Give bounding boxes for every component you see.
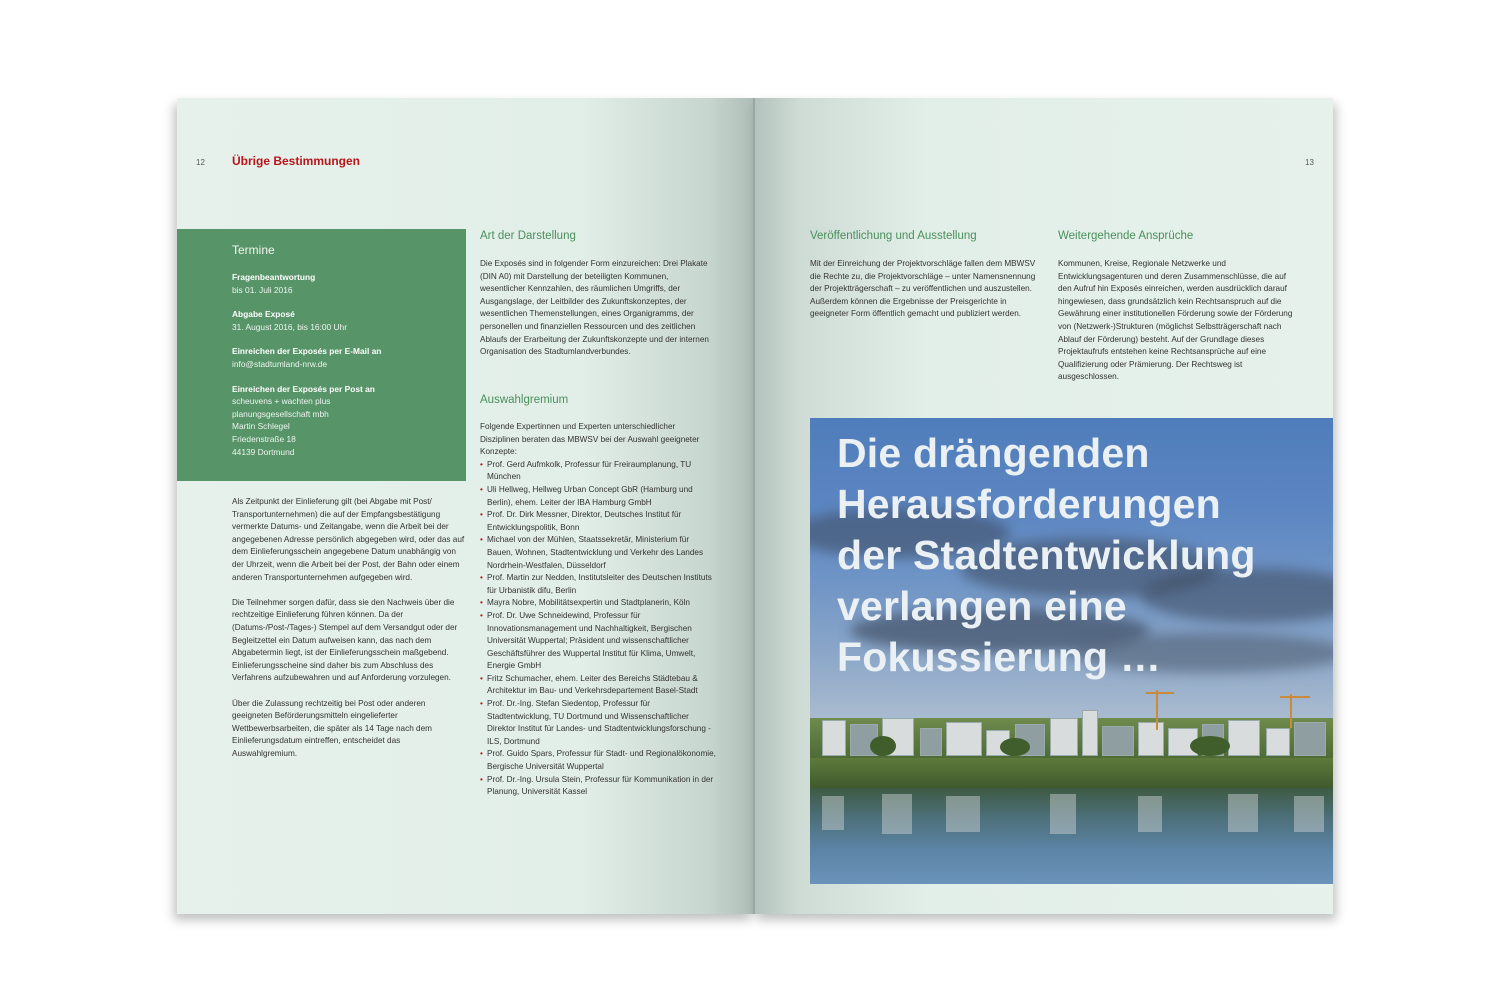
termine-item-label: Abgabe Exposé [232, 309, 295, 320]
gremium-intro: Folgende Expertinnen und Experten unterschiedlicher Disziplinen beraten das MBWSV bei der Auswahl geeigneter Konzepte: [480, 422, 700, 457]
termine-item [232, 383, 452, 459]
gremium-block [480, 421, 716, 799]
gremium-member: • Mayra Nobre, Mobilitätsexpertin und Stadtplanerin, Köln [480, 597, 716, 610]
art-heading: Art der Darstellung [480, 230, 576, 242]
gremium-member: • Prof. Gerd Aufmkolk, Professur für Freiraumplanung, TU München [480, 459, 716, 484]
termine-item [232, 308, 452, 333]
gremium-list [480, 459, 716, 799]
termine-box [177, 229, 466, 481]
termine-item [232, 345, 452, 370]
gremium-heading: Auswahlgremium [480, 394, 569, 406]
body-paragraph: Die Teilnehmer sorgen dafür, dass sie den Nachweis über die rechtzeitige Einlieferung führen können. Da der (Datums-/Post-/Tages-) Stempel auf dem Versandgut oder der Begleitzettel ein Datum aufweisen kann, das nach dem Abgabetermin liegt, ist der Einlieferungsschein maßgebend. Einlieferungsscheine sind daher bis zum Abschluss des Verfahrens aufzubewahren und auf Anforderung vorzulegen. [232, 597, 458, 683]
body-paragraph: Über die Zulassung rechtzeitig bei Post oder anderen geeigneten Beförderungsmitteln eingelieferter Wettbewerbsarbeiten, die später als 14 Tage nach dem Einlieferungsdatum eintreffen, entscheidet das Auswahlgremium. [232, 698, 432, 758]
termine-item-line: info@stadtumland-nrw.de [232, 358, 328, 369]
ansprueche-text: Kommunen, Kreise, Regionale Netzwerke und Entwicklungsagenturen und deren Zusammenschlüsse, die auf den Aufruf hin Exposés einreichen, werden ausdrücklich darauf hingewiesen, dass grundsätzlich kein Rechtsanspruch auf die Gewährung einer institutionellen Förderung sowie der Förderung von (Netzwerk-)Strukturen (möglichst Selbstträgerschaft nach Ablauf der Förderung) besteht. Auf der Grundlage dieses Projektaufrufs entstehen keine Rechtsansprüche auf eine Qualifizierung oder Prämierung. Der Rechtsweg ist ausgeschlossen. [1058, 259, 1293, 382]
termine-item [232, 271, 452, 296]
gremium-member: • Prof. Dr. Dirk Messner, Direktor, Deutsches Institut für Entwicklungspolitik, Bonn [480, 509, 716, 534]
termine-list [232, 271, 452, 458]
left-body-text [232, 496, 467, 773]
termine-item-line: 31. August 2016, bis 16:00 Uhr [232, 321, 348, 332]
termine-item-line: Martin Schlegel [232, 421, 290, 432]
gremium-member: • Prof. Martin zur Nedden, Institutsleiter des Deutschen Instituts für Urbanistik difu, Berlin [480, 572, 716, 597]
photo-headline [837, 428, 1317, 683]
termine-item-line: 44139 Dortmund [232, 446, 295, 457]
headline-line: Die drängenden [837, 430, 1150, 476]
body-paragraph: Als Zeitpunkt der Einlieferung gilt (bei Abgabe mit Post/ Transportunternehmen) die auf der Empfangsbestätigung vermerkte Datums- und Zeitangabe, wenn die Arbeit bei der angegebenen Adresse persönlich abgegeben wird, oder das auf dem Einlieferungsschein angegebene Datum unabhängig von der Uhrzeit, wenn die Arbeit bei der Post, der Bahn oder einem anderen Transportunternehmen aufgegeben wird. [232, 497, 465, 582]
headline-line: Fokussierung … [837, 634, 1162, 680]
veroeffentlichung-text: Mit der Einreichung der Projektvorschläge fallen dem MBWSV die Rechte zu, die Projektvorschläge – unter Namensnennung der Projektträgerschaft – zu veröffentlichen und auszustellen. Außerdem können die Ergebnisse der Preisgerichte in geeigneter Form öffentlich gemacht und publiziert werden. [810, 259, 1036, 319]
termine-heading: Termine [232, 243, 275, 257]
termine-item-line: planungsgesellschaft mbh [232, 408, 329, 419]
termine-item-line: Friedenstraße 18 [232, 433, 296, 444]
gremium-member: • Prof. Dr.-Ing. Ursula Stein, Professur für Kommunikation in der Planung, Universität Kassel [480, 774, 716, 799]
photo-shore [810, 758, 1333, 788]
page-number-left: 12 [196, 158, 205, 167]
photo-water [810, 788, 1333, 884]
gremium-member: • Fritz Schumacher, ehem. Leiter des Bereichs Städtebau & Architektur im Bau- und Verkehrsdepartement Basel-Stadt [480, 673, 716, 698]
termine-item-line: bis 01. Juli 2016 [232, 284, 293, 295]
termine-item-label: Einreichen der Exposés per E-Mail an [232, 346, 382, 357]
veroeffentlichung-heading: Veröffentlichung und Ausstellung [810, 230, 977, 242]
ansprueche-heading: Weitergehende Ansprüche [1058, 230, 1194, 242]
headline-line: verlangen eine [837, 583, 1127, 629]
lake-photo [810, 418, 1333, 884]
gremium-member: • Uli Hellweg, Hellweg Urban Concept GbR (Hamburg und Berlin), ehem. Leiter der IBA Hamburg GmbH [480, 484, 716, 509]
gremium-member: • Prof. Guido Spars, Professur für Stadt- und Regionalökonomie, Bergische Universität Wuppertal [480, 748, 716, 773]
termine-item-line: scheuvens + wachten plus [232, 396, 331, 407]
headline-line: der Stadtentwicklung [837, 532, 1256, 578]
art-text: Die Exposés sind in folgender Form einzureichen: Drei Plakate (DIN A0) mit Darstellung der beteiligten Kommunen, wesentlicher Kennzahlen, des räumlichen Umgriffs, der Ausgangslage, der Leitbilder des Zukunftskonzeptes, der wesentlichen Themenstellungen, eines Organigramms, der personellen und finanziellen Ressourcen und des zeitlichen Ablaufs der Erarbeitung der Zukunftskonzepte und der internen Organisation des Stadtumlandverbundes. [480, 259, 709, 357]
headline-line: Herausforderungen [837, 481, 1221, 527]
termine-item-label: Einreichen der Exposés per Post an [232, 383, 375, 394]
page-number-right: 13 [1305, 158, 1314, 167]
termine-item-label: Fragenbeantwortung [232, 272, 316, 282]
section-title: Übrige Bestimmungen [232, 154, 361, 168]
gremium-member: • Michael von der Mühlen, Staatssekretär, Ministerium für Bauen, Wohnen, Stadtentwicklung und Verkehr des Landes Nordrhein-Westfalen, Düsseldorf [480, 534, 716, 572]
gremium-member: • Prof. Dr. Uwe Schneidewind, Professur für Innovationsmanagement und Nachhaltigkeit, Bergischen Universität Wuppertal; Präsident und wissenschaftlicher Geschäftsführer des Wuppertal Institut für Klima, Umwelt, Energie GmbH [480, 610, 716, 673]
spine [753, 98, 755, 914]
gremium-member: • Prof. Dr.-Ing. Stefan Siedentop, Professur für Stadtentwicklung, TU Dortmund und Wissenschaftlicher Direktor Institut für Landes- und Stadtentwicklungsforschung - ILS, Dortmund [480, 698, 716, 748]
